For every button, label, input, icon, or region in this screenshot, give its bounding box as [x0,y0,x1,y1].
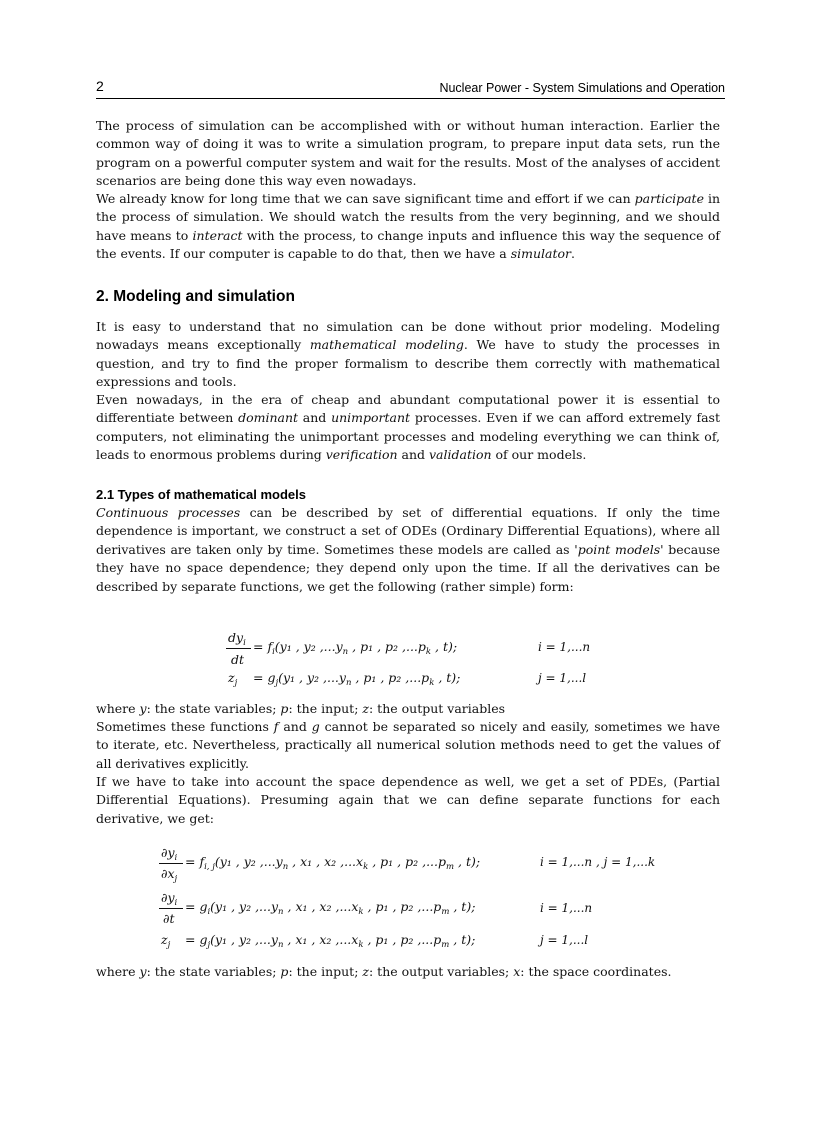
pde-eq2-denominator: ∂t [163,911,175,926]
pde-eq1-denominator: $\partial x_j$ [161,866,178,884]
pde-eq3-rhs: = $g_j(y_1$ , y₂ $,...y_n$ , x₁ , x₂ $,...x_k$ , p₁ , p₂ $,...p_m$ , t); [185,932,476,950]
ode-eq1-fraction-bar [226,648,251,649]
pde-eq2-condition: i = 1,...n [540,901,593,915]
page-number: 2 [96,78,104,94]
pde-eq3-lhs: $z_j$ [161,932,171,950]
pde-eq3-condition: j = 1,...l [540,933,589,947]
ode-eq2-rhs: = $g_j(y_1$ , y₂ $,...y_n$ , p₁ , p₂ $,...p_k$ , t); [253,670,461,688]
ode-eq1-denominator: dt [231,652,245,667]
subsection-paragraph-3: If we have to take into account the space dependence as well, we get a set of PDEs, (Partial Differential Equations). Presuming again that we can define separate functions for each derivative, we get: [96,774,720,826]
ode-eq2-condition: j = 1,...l [538,671,587,685]
intro-paragraph-1: The process of simulation can be accomplished with or without human interaction. Earlier the common way of doing it was to write a simulation program, to prepare input data sets, run the program on a powerful computer system and wait for the results. Most of the analyses of accident scenarios are being done this way even nowadays. [96,118,720,189]
ode-eq1-condition: i = 1,...n [538,640,591,654]
pde-eq1-condition: i = 1,...n , j = 1,...k [540,855,656,869]
section2-paragraph-2: Even nowadays, in the era of cheap and abundant computational power it is essential to differentiate between dominant and unimportant processes. Even if we can afford extremely fast computers, not eliminating the unimportant processes and modeling everything we can think of, leads to enormous problems during verification and validation of our models. [96,392,720,463]
pde-eq2-rhs: = $g_i(y_1$ , y₂ $,...y_n$ , x₁ , x₂ $,...x_k$ , p₁ , p₂ $,...p_m$ , t); [185,899,476,917]
ode-eq2-lhs: $z_j$ [228,670,238,688]
running-title: Nuclear Power - System Simulations and Operation [439,81,725,95]
pde-eq1-rhs: = $f_{i, j}(y_1$ , y₂ $,...y_n$ , x₁ , x₂ $,...x_k$ , p₁ , p₂ $,...p_m$ , t); [185,854,481,872]
section2-paragraph-1: It is easy to understand that no simulation can be done without prior modeling. Modeling nowadays means exceptionally mathematical modeling. We have to study the processes in question, and try to find the proper formalism to describe them correctly with mathematical expressions and tools. [96,319,720,390]
intro-paragraph-2: We already know for long time that we can save significant time and effort if we can participate in the process of simulation. We should watch the results from the very beginning, and we should have means to interact with the process, to change inputs and influence this way the sequence of the events. If our computer is capable to do that, then we have a simulator. [96,191,720,262]
subsection-paragraph-1: Continuous processes can be described by set of differential equations. If only the time dependence is important, we construct a set of ODEs (Ordinary Differential Equations), where all derivatives are taken only by time. Sometimes these models are called as 'point models' because they have no space dependence; they depend only upon the time. If all the derivatives can be described by separate functions, we get the following (rather simple) form: [96,505,721,594]
pde-eq2-fraction-bar [159,908,183,909]
where-line-1: where y: the state variables; p: the input; z: the output variables [96,701,506,716]
pde-eq2-numerator: $\partial y_i$ [161,890,178,908]
subsection-heading: 2.1 Types of mathematical models [96,487,306,502]
pde-eq1-fraction-bar [159,863,183,864]
ode-eq1-rhs: = $f_i(y_1$ , y₂ $,...y_n$ , p₁ , p₂ $,...p_k$ , t); [253,639,458,657]
ode-eq1-numerator: $dy_i$ [228,630,246,648]
where-line-2: where y: the state variables; p: the input; z: the output variables; x: the space coordinates. [96,964,672,979]
header-rule [96,98,725,99]
subsection-paragraph-2: Sometimes these functions f and g cannot be separated so nicely and easily, sometimes we have to iterate, etc. Nevertheless, practically all numerical solution methods need to get the values of all derivatives explicitly. [96,719,720,771]
pde-eq1-numerator: $\partial y_i$ [161,845,178,863]
section-heading: 2. Modeling and simulation [96,288,295,305]
